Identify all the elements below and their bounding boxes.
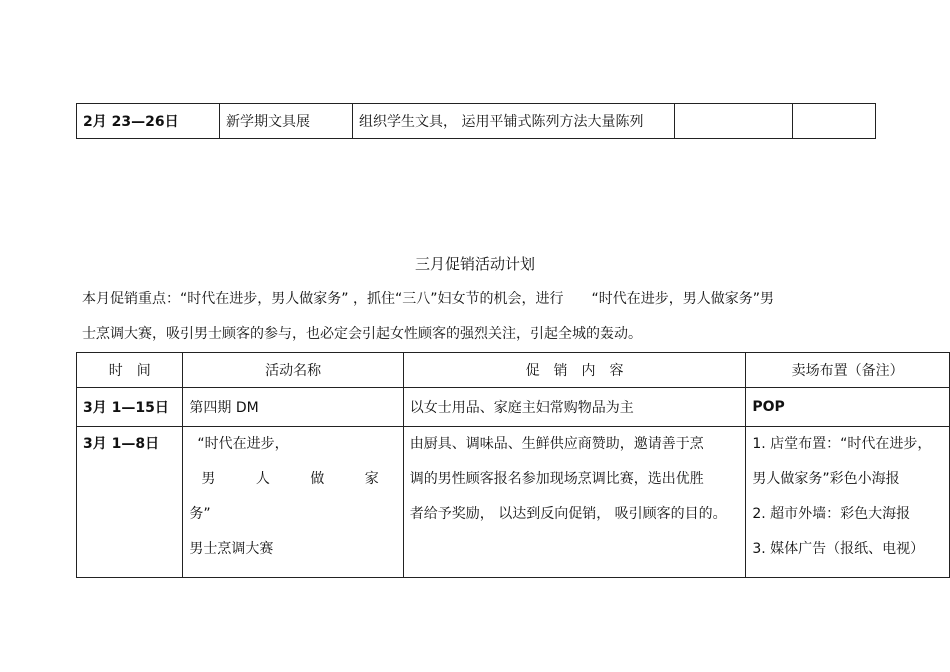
intro-text: 本月促销重点：“时代在进步，男人做家务” ，抓住“三八”妇女节的机会，进行 “时代在进步，男人做家务”男 bbox=[82, 291, 774, 307]
table-row bbox=[77, 104, 876, 139]
content-cell: 组织学生文具， 运用平铺式陈列方法大量陈列 bbox=[353, 104, 675, 139]
header-activity-name: 活动名称 bbox=[183, 353, 403, 388]
table-header-row bbox=[77, 353, 950, 388]
table-row bbox=[77, 427, 950, 578]
note-cell bbox=[793, 104, 876, 139]
date-text: 3月 1—8日 bbox=[83, 436, 160, 452]
date-cell: 2月 23—26日 bbox=[77, 104, 220, 139]
content-line: 由厨具、调味品、生鲜供应商赞助，邀请善于烹 bbox=[409, 436, 704, 452]
note-line: 男人做家务”彩色小海报 bbox=[752, 471, 900, 487]
header-notes: 卖场布置（备注） bbox=[746, 353, 950, 388]
note-cell bbox=[746, 427, 950, 578]
content-line: 者给予奖励， 以达到反向促销， 吸引顾客的目的。 bbox=[409, 506, 727, 522]
activity-name-line: 男士烹调大赛 bbox=[189, 541, 274, 557]
table-row bbox=[77, 388, 950, 427]
content-line: 调的男性顾客报名参加现场烹调比赛，选出优胜 bbox=[409, 471, 704, 487]
header-content: 促 销 内 容 bbox=[403, 353, 746, 388]
activity-name-cell bbox=[183, 388, 403, 427]
activity-name-line: “时代在进步， bbox=[197, 436, 289, 452]
activity-name-line: 务” bbox=[189, 506, 211, 522]
top-schedule-table bbox=[76, 103, 876, 139]
date-cell bbox=[77, 427, 183, 578]
date-cell: 3月 1—15日 bbox=[77, 388, 183, 427]
note-line: 2. 超市外墙：彩色大海报 bbox=[752, 506, 911, 522]
note-cell: POP bbox=[746, 388, 950, 427]
content-cell bbox=[403, 427, 746, 578]
activity-name-cell bbox=[183, 427, 403, 578]
note-line: 1. 店堂布置：“时代在进步， bbox=[752, 436, 932, 452]
page-title: 三月促销活动计划 bbox=[414, 255, 535, 273]
activity-name-line: 男 人 做 家 bbox=[201, 471, 397, 487]
activity-name-text: 第四期 DM bbox=[189, 400, 259, 416]
note-cell bbox=[675, 104, 793, 139]
header-time: 时 间 bbox=[77, 353, 183, 388]
intro-text: 士烹调大赛，吸引男士顾客的参与，也必定会引起女性顾客的强烈关注，引起全城的轰动。 bbox=[82, 326, 642, 342]
content-cell: 以女士用品、家庭主妇常购物品为主 bbox=[403, 388, 746, 427]
note-line: 3. 媒体广告（报纸、电视） bbox=[752, 541, 925, 557]
activity-name-cell: 新学期文具展 bbox=[220, 104, 353, 139]
march-plan-table bbox=[76, 352, 950, 578]
